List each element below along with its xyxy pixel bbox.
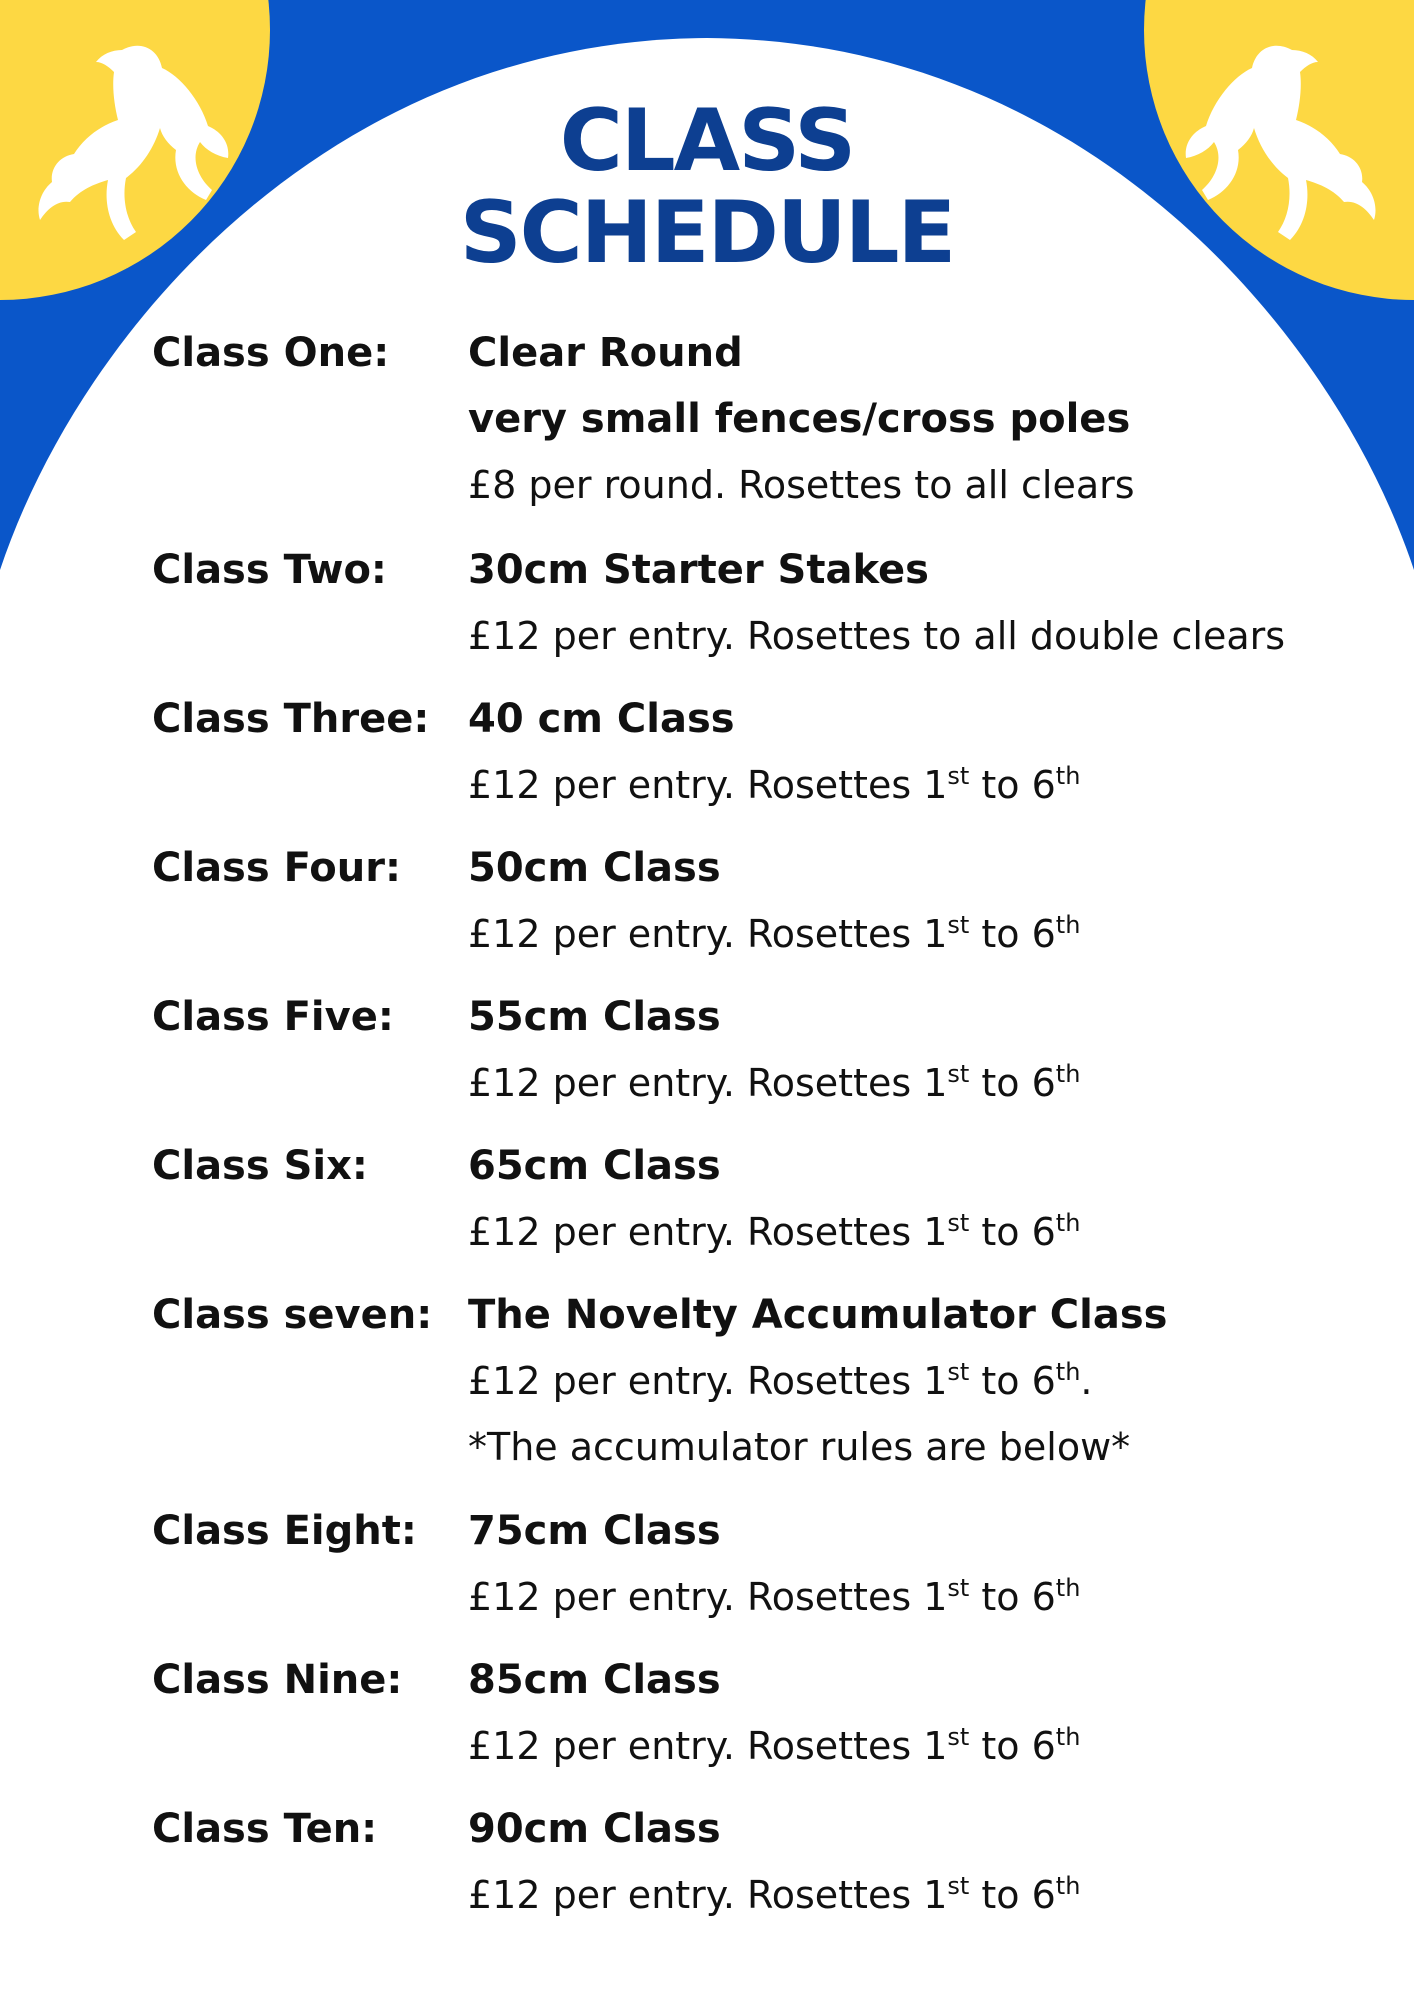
class-detail: *The accumulator rules are below* bbox=[468, 1425, 1131, 1469]
class-label: Class Ten: bbox=[152, 1806, 378, 1852]
title-line-2: SCHEDULE bbox=[459, 183, 955, 283]
class-details bbox=[468, 328, 1135, 526]
class-detail: £12 per entry. Rosettes 1st to 6th bbox=[468, 911, 1081, 956]
class-details bbox=[468, 1804, 1080, 1936]
class-details bbox=[468, 992, 1080, 1124]
class-title: very small fences/cross poles bbox=[468, 396, 1131, 442]
class-title: 55cm Class bbox=[468, 994, 721, 1040]
class-detail: £12 per entry. Rosettes 1st to 6th bbox=[468, 1723, 1081, 1768]
class-detail: £12 per entry. Rosettes 1st to 6th. bbox=[468, 1358, 1093, 1403]
class-title: 40 cm Class bbox=[468, 696, 735, 742]
class-label: Class Four: bbox=[152, 845, 401, 891]
class-title: 90cm Class bbox=[468, 1806, 721, 1852]
class-title: 85cm Class bbox=[468, 1657, 721, 1703]
class-details bbox=[468, 1506, 1080, 1638]
class-label: Class One: bbox=[152, 330, 390, 376]
class-details bbox=[468, 1655, 1080, 1787]
class-title: Clear Round bbox=[468, 330, 743, 376]
class-label: Class Six: bbox=[152, 1143, 368, 1189]
class-title: The Novelty Accumulator Class bbox=[468, 1292, 1168, 1338]
class-detail: £8 per round. Rosettes to all clears bbox=[468, 463, 1135, 507]
class-detail: £12 per entry. Rosettes 1st to 6th bbox=[468, 1209, 1081, 1254]
class-detail: £12 per entry. Rosettes to all double clears bbox=[468, 614, 1286, 658]
class-label: Class Five: bbox=[152, 994, 394, 1040]
class-title: 75cm Class bbox=[468, 1508, 721, 1554]
class-detail: £12 per entry. Rosettes 1st to 6th bbox=[468, 1872, 1081, 1917]
class-label: Class seven: bbox=[152, 1292, 433, 1338]
class-title: 50cm Class bbox=[468, 845, 721, 891]
class-label: Class Two: bbox=[152, 547, 387, 593]
class-detail: £12 per entry. Rosettes 1st to 6th bbox=[468, 1060, 1081, 1105]
class-details bbox=[468, 545, 1285, 677]
class-title: 30cm Starter Stakes bbox=[468, 547, 929, 593]
class-label: Class Nine: bbox=[152, 1657, 403, 1703]
class-detail: £12 per entry. Rosettes 1st to 6th bbox=[468, 762, 1081, 807]
class-detail: £12 per entry. Rosettes 1st to 6th bbox=[468, 1574, 1081, 1619]
class-details bbox=[468, 694, 1080, 826]
class-title: 65cm Class bbox=[468, 1143, 721, 1189]
class-details bbox=[468, 843, 1080, 975]
title-line-1: CLASS bbox=[559, 91, 855, 191]
class-label: Class Eight: bbox=[152, 1508, 417, 1554]
class-details bbox=[468, 1141, 1080, 1273]
class-label: Class Three: bbox=[152, 696, 430, 742]
page-title bbox=[0, 91, 1414, 283]
class-details bbox=[468, 1290, 1167, 1488]
